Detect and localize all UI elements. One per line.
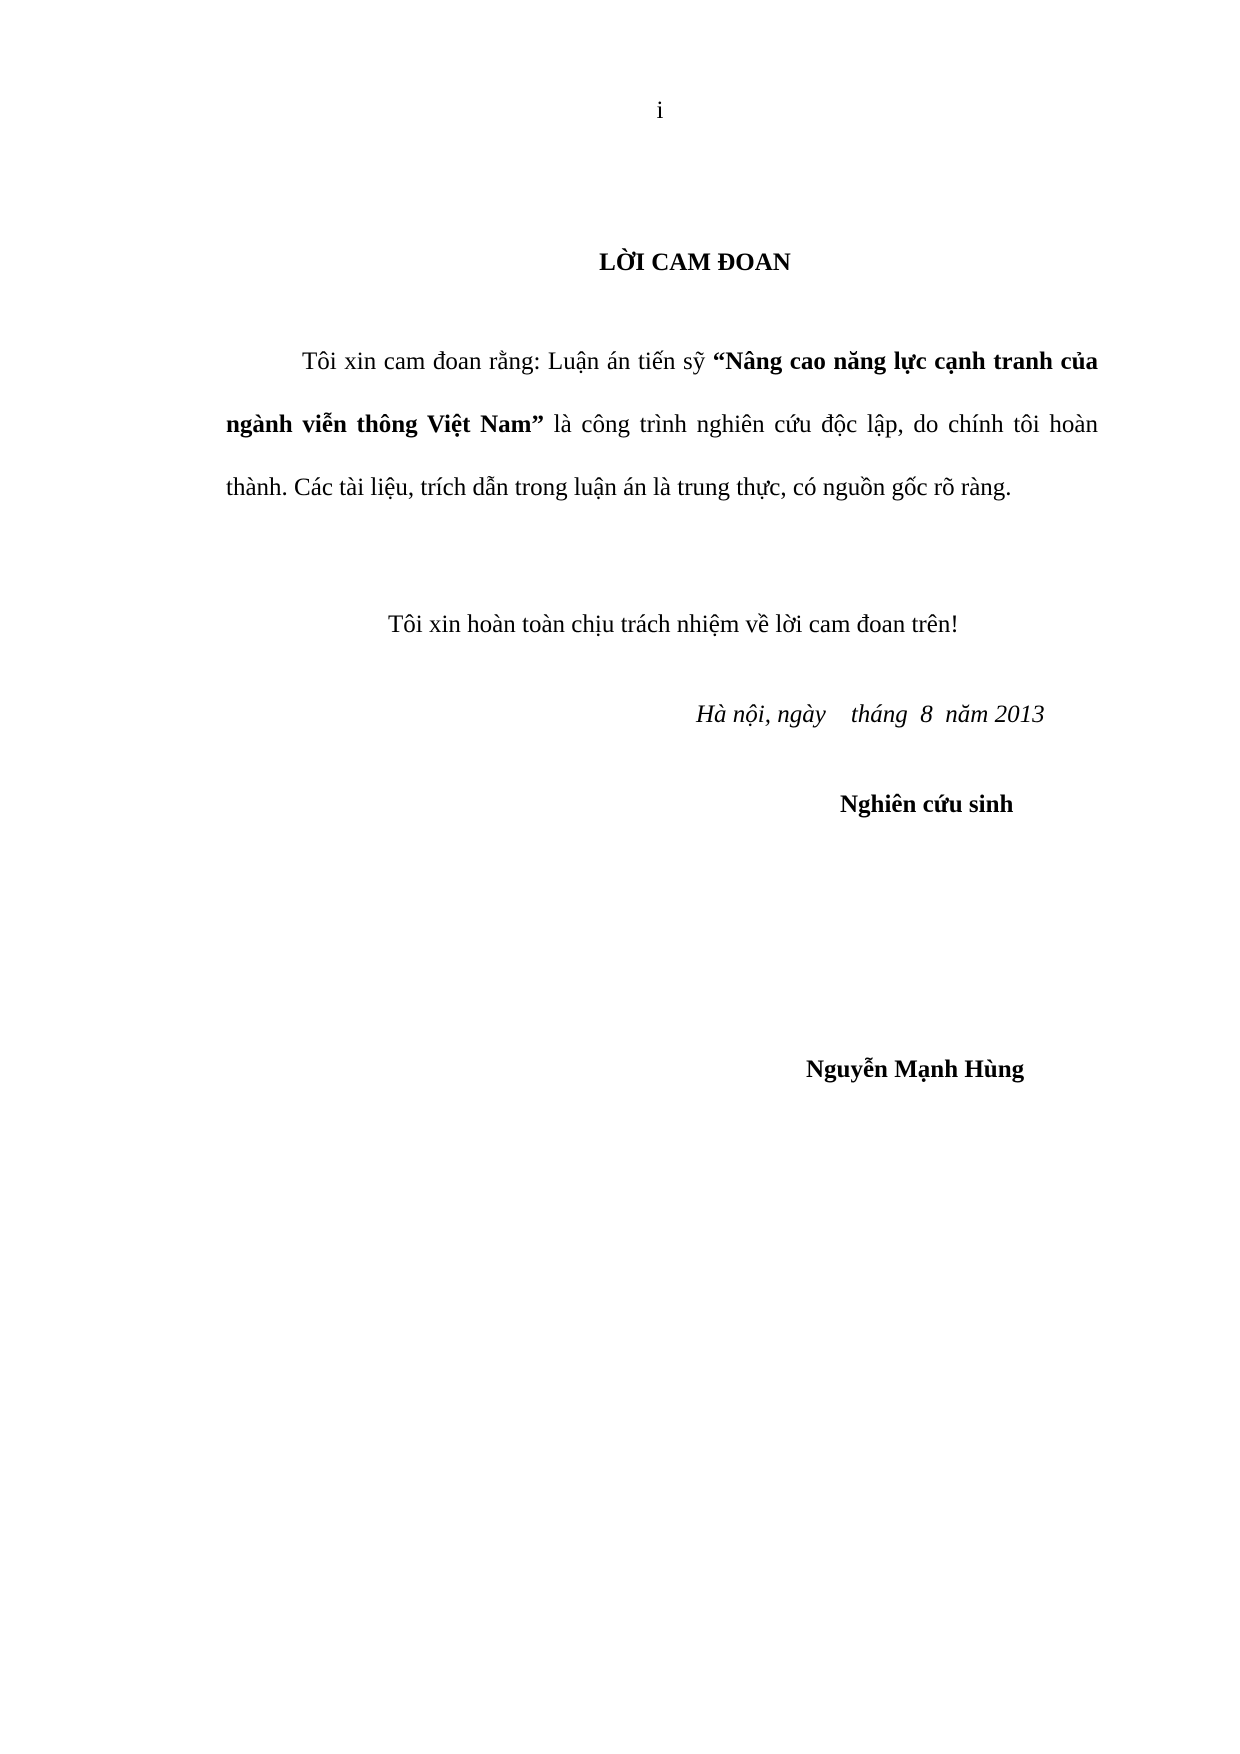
page-title: LỜI CAM ĐOAN [599,249,791,276]
declaration-rest: là công trình nghiên cứu độc lập, do chính tôi hoàn thành. Các tài liệu, trích dẫn trong luận án là trung thực, có nguồn gốc rõ ràng. [226,411,1098,501]
page-number: i [656,97,664,124]
closing-statement: Tôi xin hoàn toàn chịu trách nhiệm về lời cam đoan trên! [388,611,959,638]
author-name: Nguyễn Mạnh Hùng [806,1056,1025,1083]
declaration-paragraph [226,330,1098,519]
date-line: Hà nội, ngày tháng 8 năm 2013 [696,701,1045,728]
thesis-title: “Nâng cao năng lực cạnh tranh của ngành viễn thông Việt Nam” [226,348,1098,438]
author-role: Nghiên cứu sinh [840,791,1014,818]
declaration-intro: Tôi xin cam đoan rằng: Luận án tiến sỹ [302,348,713,375]
